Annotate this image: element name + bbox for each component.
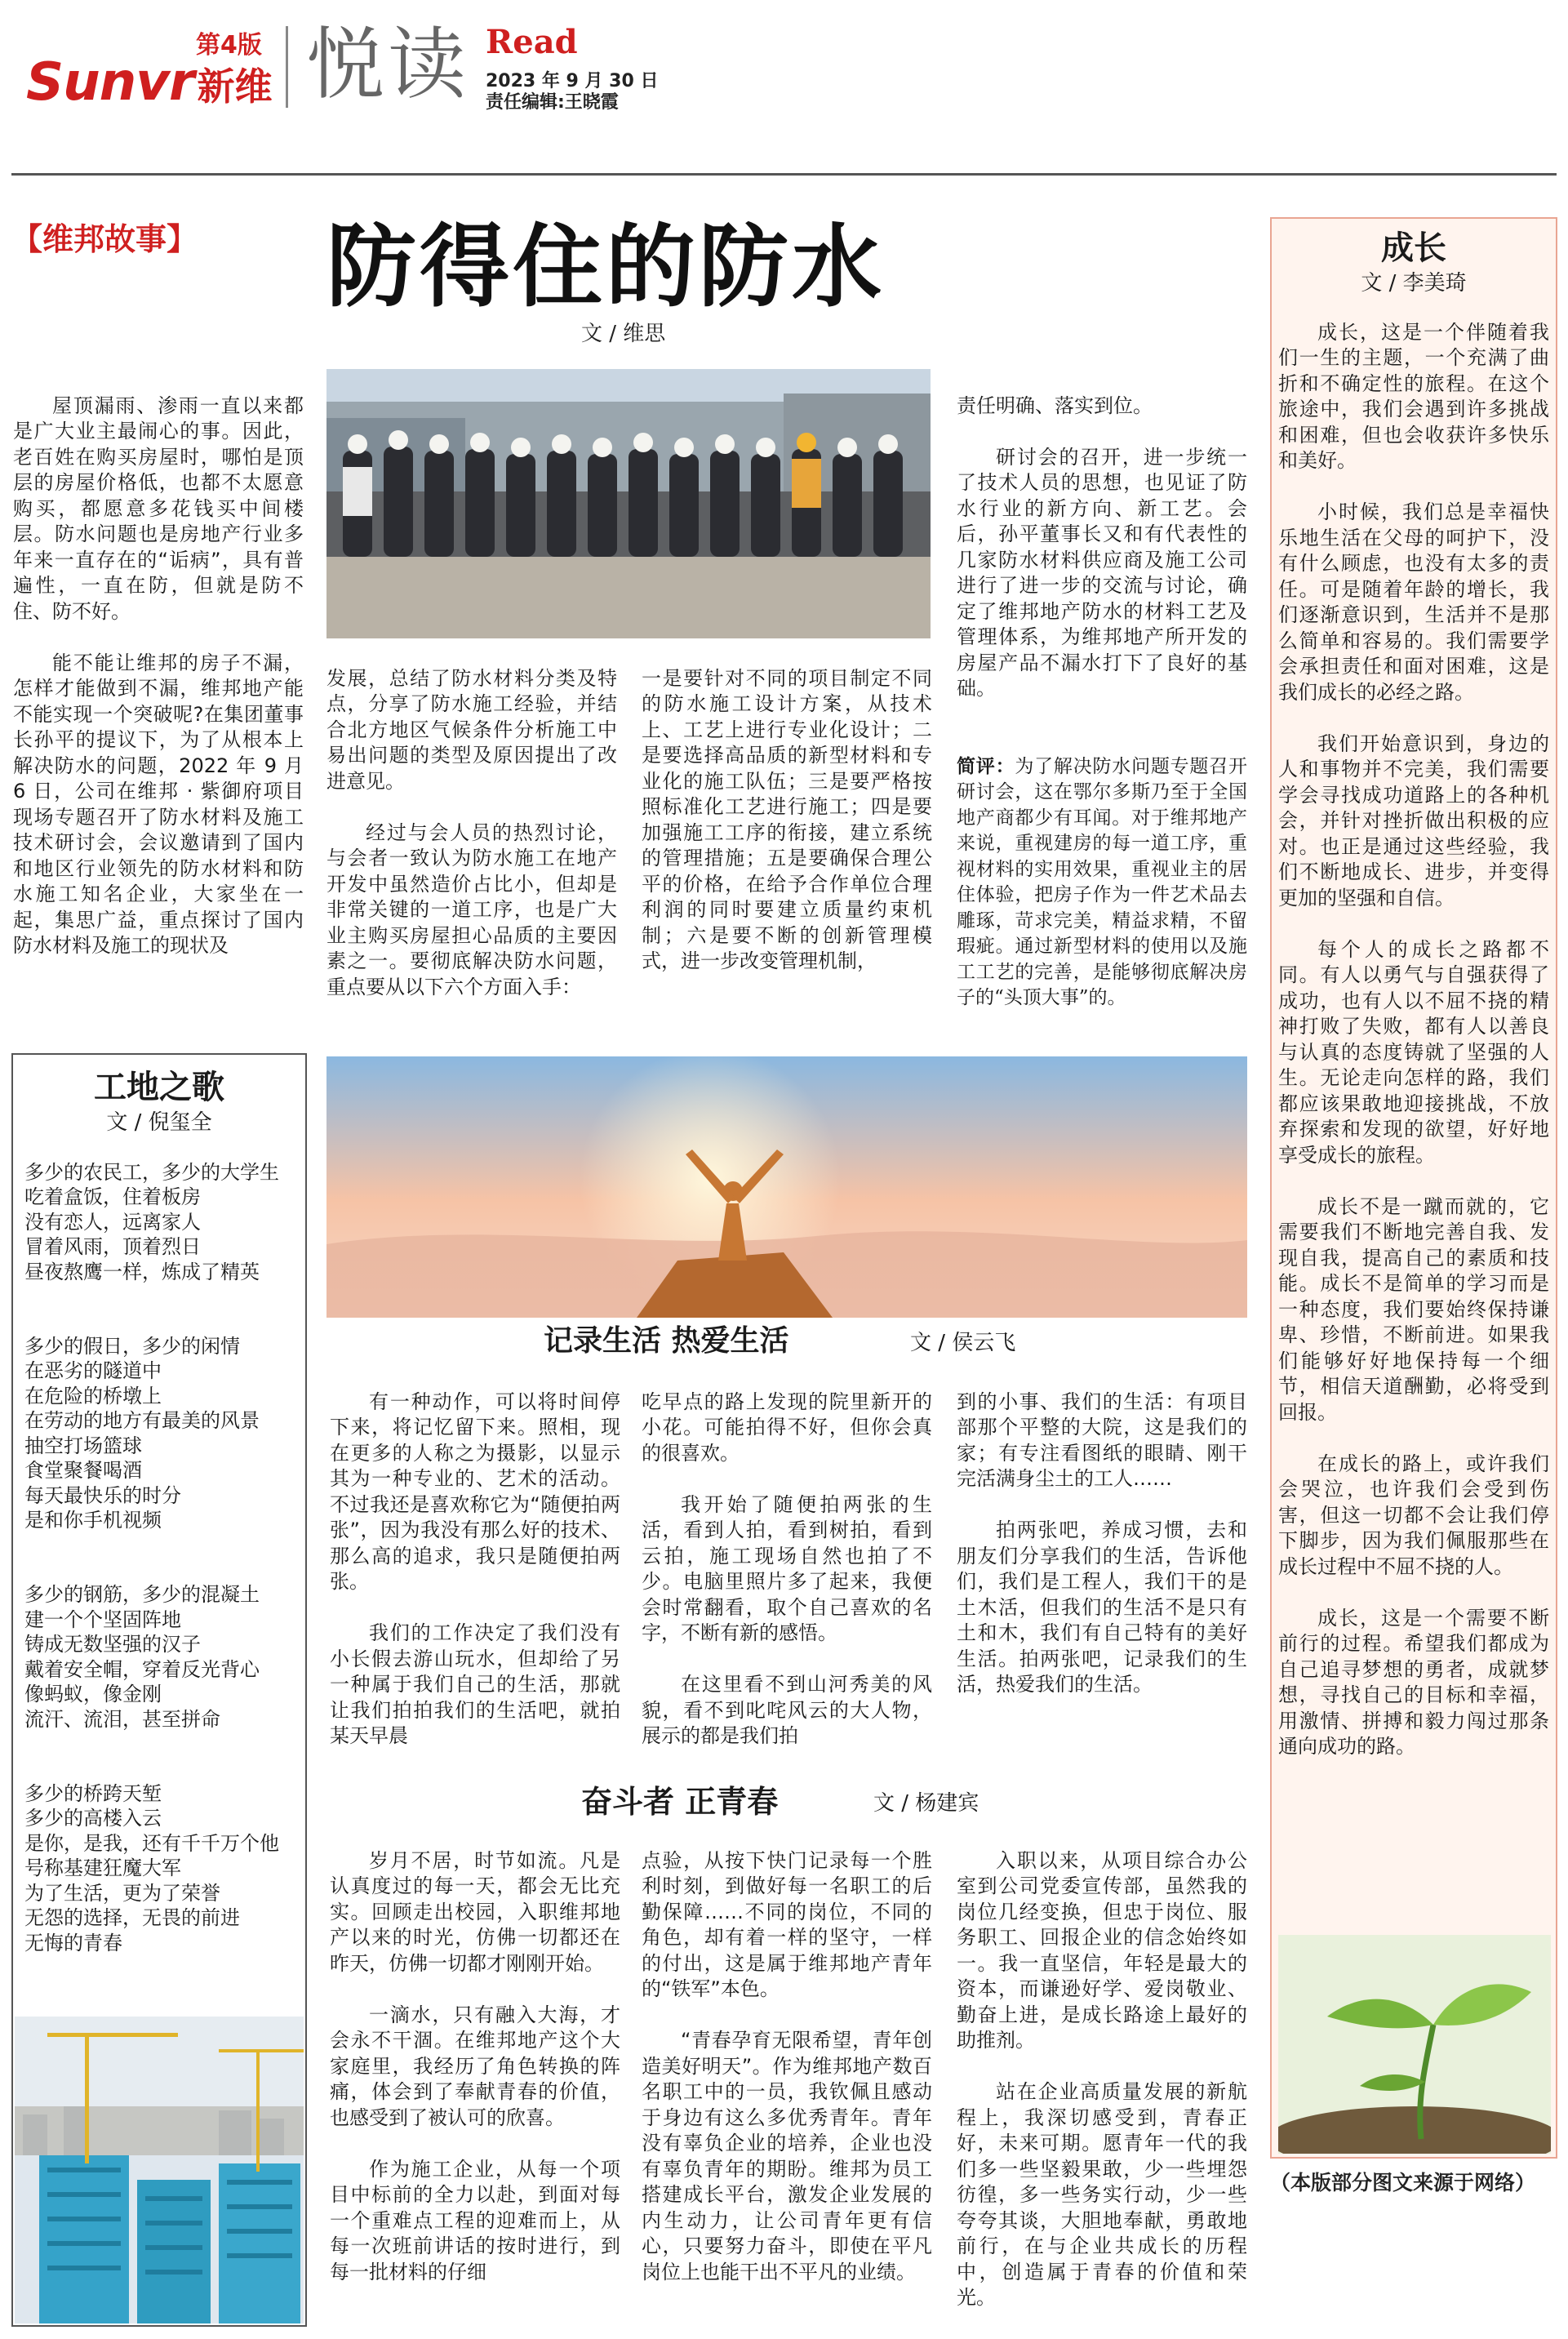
high-rise-construction-illustration: [15, 2017, 304, 2323]
main-col1-p1: 屋顶漏雨、渗雨一直以来都是广大业主最闹心的事。因此，老百姓在购买房屋时，哪怕是顶层的房屋价格低，也都不太愿意购买，都愿意多花钱买中间楼层。防水问题也是房地产行业多年来一直存在的“诟病”，具有普遍性，一直在防，但就是防不住、防不好。: [13, 394, 304, 623]
logo-text-en: Sunvr: [26, 52, 194, 113]
city-construction-photo: [15, 2017, 304, 2323]
growth-p7: 成长，这是一个需要不断前行的过程。希望我们都成为自己追寻梦想的勇者，成就梦想，寻找自己的目标和幸福，用激情、拼搏和毅力闯过那条通向成功的路。: [1278, 1606, 1549, 1758]
section-title: 悦读: [306, 19, 469, 110]
growth-p1: 成长，这是一个伴随着我们一生的主题，一个充满了曲折和不确定性的旅程。在这个旅途中，我们会遇到许多挑战和困难，但也会收获许多快乐和美好。: [1278, 320, 1549, 472]
edition-number: 第4版: [196, 31, 262, 60]
brand-logo: [26, 52, 273, 113]
youth-col1-p2: 一滴水，只有融入大海，才会永不干涸。在维邦地产这个大家庭里，我经历了角色转换的阵痛，体会到了奉献青春的价值，也感受到了被认可的欣喜。: [330, 2003, 620, 2129]
growth-p3: 我们开始意识到，身边的人和事物并不完美，我们需要学会寻找成功道路上的各种机会，并针对挫折做出积极的应对。也正是通过这些经验，我们不断地成长、进步，并变得更加的坚强和自信。: [1278, 731, 1549, 909]
meeting-photo: [326, 369, 931, 638]
record-col2-p3: 在这里看不到山河秀美的风貌，看不到叱咤风云的大人物，展示的都是我们拍: [642, 1673, 932, 1747]
sprout-photo: [1278, 1935, 1551, 2154]
masthead: [0, 0, 1568, 163]
youth-byline: 文 / 杨建宾: [873, 1791, 979, 1816]
summary-label: 简评：: [957, 754, 1015, 777]
responsible-editor: 责任编辑:王晓霞: [486, 92, 619, 113]
poem-body: [24, 1135, 302, 1981]
growth-p2: 小时候，我们总是幸福快乐地生活在父母的呵护下，没有什么顾虑，也没有太多的责任。可是随着年龄的增长，我们逐渐意识到，生活并不是那么简单和容易的。我们需要学会承担责任和面对困难，这是我们成长的必经之路。: [1278, 500, 1549, 704]
main-article-byline: 文 / 维思: [581, 322, 666, 346]
youth-col1-p3: 作为施工企业，从每一个项目中标前的全力以赴，到面对每一个重难点工程的迎难而上，从每一次班前讲话的按时进行，到每一批材料的仔细: [330, 2157, 620, 2283]
record-col3-p1: 到的小事、我们的生活：有项目部那个平整的大院，这是我们的家；有专注看图纸的眼睛、刚干完活满身尘土的工人……: [957, 1390, 1247, 1490]
logo-text-cn: 新维: [197, 64, 273, 109]
youth-col3-p2: 站在企业高质量发展的新航程上，我深切感受到，青春正好，未来可期。愿青年一代的我们多一些坚毅果敢，少一些埋怨彷徨，多一些务实行动，少一些夸夸其谈，大胆地奉献，勇敢地前行，在与企业共成长的历程中，创造属于青春的价值和荣光。: [957, 2080, 1247, 2309]
record-col2-p2: 我开始了随便拍两张的生活，看到人拍，看到树拍，看到云拍，施工现场自然也拍了不少。电脑里照片多了起来，我便会时常翻看，取个自己喜欢的名字，不断有新的感悟。: [642, 1492, 932, 1644]
growth-p5: 成长不是一蹴而就的，它需要我们不断地完善自我、发现自我，提高自己的素质和技能。成长不是简单的学习而是一种态度，我们要始终保持谦卑、珍惜，不断前进。如果我们能够好好地保持每一个细节，相信天道酬勤，必将受到回报。: [1278, 1194, 1549, 1424]
main-col3-p1: 一是要针对不同的项目制定不同的防水施工设计方案，从技术上、工艺上进行专业化设计；二是要选择高品质的新型材料和专业化的施工队伍；三是要严格按照标准化工艺进行施工；四是要加强施工工序的衔接，建立系统的管理措施；五是要确保合理公平的价格，在给予合作单位合理利润的同时要建立质量约束机制；六是要不断的创新管理模式，进一步改变管理机制，: [642, 666, 932, 972]
youth-col3-p1: 入职以来，从项目综合办公室到公司党委宣传部，虽然我的岗位几经变换，但忠于岗位、服务职工、回报企业的信念始终如一。我一直坚信，年轻是最大的资本，而谦逊好学、爱岗敬业、勤奋上进，是成长路途上最好的助推剂。: [957, 1848, 1247, 2052]
record-col2-p1: 吃早点的路上发现的院里新开的小花。可能拍得不好，但你会真的很喜欢。: [642, 1390, 932, 1465]
header-divider: [286, 26, 288, 108]
record-col3-p2: 拍两张吧，养成习惯，去和朋友们分享我们的生活，告诉他们，我们是工程人，我们干的是土木活，但我们的生活不是只有土和木，我们有自己特有的美好生活。拍两张吧，记录我们的生活，热爱我们的生活。: [957, 1519, 1247, 1696]
main-col4: [957, 367, 1247, 1037]
main-col4-p2: 研讨会的召开，进一步统一了技术人员的思想，也见证了防水行业的新方向、新工艺。会后，孙平董事长又和有代表性的几家防水材料供应商及施工公司进行了进一步的交流与讨论，确定了维邦地产防水的材料工艺及管理体系，为维邦地产所开发的房屋产品不漏水打下了良好的基础。: [957, 445, 1247, 700]
record-col1-p2: 我们的工作决定了我们没有小长假去游山玩水，但却给了另一种属于我们自己的生活，那就让我们拍拍我们的生活吧，就拍某天早晨: [330, 1621, 620, 1747]
summary-text: 为了解决防水问题专题召开研讨会，这在鄂尔多斯乃至于全国地产商都少有耳闻。对于维邦地产来说，重视建房的每一道工序，重视材料的实用效果，重视业主的居住体验，把房子作为一件艺术品去雕琢，苛求完美，精益求精，不留瑕疵。通过新型材料的使用以及施工工艺的完善，是能够彻底解决房子的“头顶大事”的。: [957, 755, 1248, 1008]
construction-meeting-illustration: [326, 369, 931, 638]
main-article-title: 防得住的防水: [326, 215, 885, 319]
poem-stanza: 多少的假日，多少的闲情 在恶劣的隧道中 在危险的桥墩上 在劳动的地方有最美的风景 抽空打场篮球 食堂聚餐喝酒 每天最快乐的时分 是和你手机视频: [24, 1334, 260, 1532]
sprout-illustration: [1278, 1935, 1551, 2154]
record-byline: 文 / 侯云飞: [910, 1331, 1016, 1355]
youth-col2-p2: “青春孕育无限希望，青年创造美好明天”。作为维邦地产数百名职工中的一员，我钦佩且感动于身边有这么多优秀青年。青年没有辜负企业的培养，企业也没有辜负青年的期盼。维邦为员工搭建成长平台，激发企业发展的内生动力，让公司青年更有信心，只要努力奋斗，即使在平凡岗位上也能干出不平凡的业绩。: [642, 2029, 932, 2283]
growth-body: [1278, 294, 1549, 1785]
poem-byline: 文 / 倪玺全: [106, 1110, 212, 1135]
main-summary: [957, 727, 1247, 1012]
main-col1-p2: 能不能让维邦的房子不漏，怎样才能做到不漏，维邦地产能不能实现一个突破呢?在集团董事长孙平的提议下，为了从根本上解决防水的问题，2022 年 9 月 6 日，公司在维邦 · 紫御府项目现场专题召开了防水材料及施工技术研讨会，会议邀请到了国内和地区行业领先的防水材料和防水施工知名企业，大家坐在一起，集思广益，重点探讨了国内防水材料及施工的现状及: [13, 651, 304, 957]
youth-col3: [957, 1822, 1247, 2337]
youth-col2-p1: 点验，从按下快门记录每一个胜利时刻，到做好每一名职工的后勤保障……不同的岗位，不同的角色，却有着一样的坚守，一样的付出，这是属于维邦地产青年的“铁军”本色。: [642, 1848, 932, 2000]
youth-col1: [330, 1822, 620, 2311]
main-col3: [642, 640, 932, 1040]
record-col1: [330, 1363, 620, 1775]
main-col2-p1: 发展，总结了防水材料分类及特点，分享了防水施工经验，并结合北方地区气候条件分析施工中易出问题的类型及原因提出了改进意见。: [326, 666, 617, 793]
header-rule: [11, 173, 1557, 176]
main-col2: [326, 640, 617, 1040]
sunset-banner-photo: [326, 1056, 1247, 1318]
poem-stanza: 多少的桥跨天堑 多少的高楼入云 是你，是我，还有千千万个他 号称基建狂魔大军 为了生活，更为了荣誉 无怨的选择，无畏的前进 无悔的青春: [24, 1781, 279, 1954]
column-tag: 【维邦故事】: [11, 221, 198, 257]
main-col2-p2: 经过与会人员的热烈讨论，与会者一致认为防水施工在地产开发中虽然造价占比小，但却是非常关键的一道工序，也是广大业主购买房屋担心品质的主要因素之一。要彻底解决防水问题，重点要从以下六个方面入手：: [326, 820, 617, 998]
record-col3: [957, 1363, 1247, 1723]
section-title-en: Read: [486, 23, 578, 61]
record-title: 记录生活 热爱生活: [544, 1323, 789, 1358]
footnote: （本版部分图文来源于网络）: [1270, 2171, 1536, 2194]
record-col1-p1: 有一种动作，可以将时间停下来，将记忆留下来。照相，现在更多的人称之为摄影，以显示其为一种专业的、艺术的活动。不过我还是喜欢称它为“随便拍两张”，因为我没有那么好的技术、那么高的追求，我只是随便拍两张。: [330, 1390, 620, 1593]
poem-title: 工地之歌: [94, 1068, 224, 1106]
youth-title: 奋斗者 正青春: [581, 1783, 779, 1820]
person-on-mountain-illustration: [326, 1056, 1247, 1318]
main-col4-p1: 责任明确、落实到位。: [957, 394, 1153, 417]
growth-p4: 每个人的成长之路都不同。有人以勇气与自强获得了成功，也有人以不屈不挠的精神打败了失败，都有人以善良与认真的态度铸就了坚强的人生。无论走向怎样的路，我们都应该果敢地迎接挑战，不放弃探索和发现的欲望，好好地享受成长的旅程。: [1278, 937, 1549, 1167]
record-col2: [642, 1363, 932, 1775]
poem-stanza: 多少的农民工，多少的大学生 吃着盒饭，住着板房 没有恋人，远离家人 冒着风雨，顶着烈日 昼夜熬鹰一样，炼成了精英: [24, 1160, 279, 1283]
growth-p6: 在成长的路上，或许我们会哭泣，也许我们会受到伤害，但这一切都不会让我们停下脚步，因为我们佩服那些在成长过程中不屈不挠的人。: [1278, 1452, 1549, 1578]
youth-col1-p1: 岁月不居，时节如流。凡是认真度过的每一天，都会无比充实。回顾走出校园，入职维邦地产以来的时光，仿佛一切都还在昨天，仿佛一切都才刚刚开始。: [330, 1848, 620, 1975]
poem-stanza: 多少的钢筋，多少的混凝土 建一个个坚固阵地 铸成无数坚强的汉子 戴着安全帽，穿着反光背心 像蚂蚁，像金刚 流汗、流泪，甚至拼命: [24, 1583, 260, 1731]
youth-col2: [642, 1822, 932, 2311]
growth-title: 成长: [1381, 229, 1446, 267]
growth-byline: 文 / 李美琦: [1361, 271, 1467, 296]
main-article-paragraph: [13, 367, 304, 1037]
issue-date: 2023 年 9 月 30 日: [486, 71, 659, 91]
